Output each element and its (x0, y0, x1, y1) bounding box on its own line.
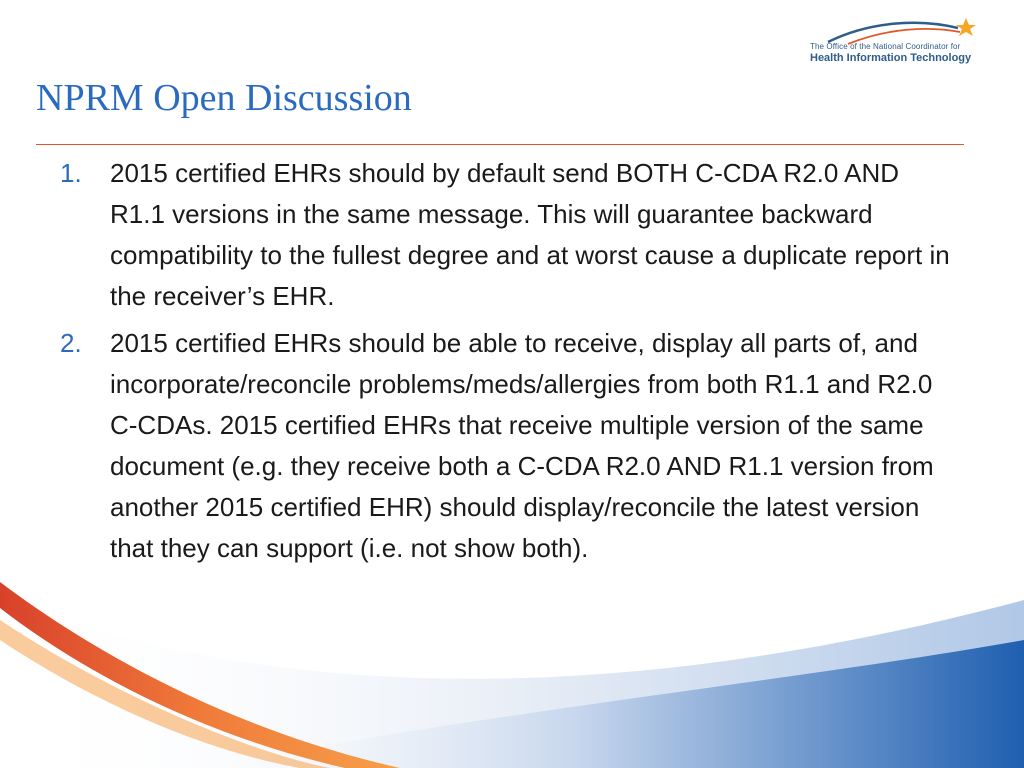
list-item (60, 153, 960, 317)
logo-org-name: Health Information Technology (810, 52, 972, 64)
list-item-number: 2. (60, 328, 82, 358)
list-item (60, 323, 960, 569)
discussion-list (60, 153, 960, 575)
list-item-text: 2015 certified EHRs should by default send BOTH C-CDA R2.0 AND R1.1 versions in the same message. This will guarantee backward compatibility to the fullest degree and at worst cause a duplicate report in the receiver’s EHR. (110, 158, 950, 311)
logo-org-line: The Office of the National Coordinator for (810, 42, 961, 51)
list-item-text: 2015 certified EHRs should be able to receive, display all parts of, and incorporate/reconcile problems/meds/allergies from both R1.1 and R2.0 C-CDAs. 2015 certified EHRs that receive multiple version of the same document (e.g. they receive both a C-CDA R2.0 AND R1.1 version from another 2015 certified EHR) should display/reconcile the latest version that they can support (i.e. not show both). (110, 328, 934, 563)
title-divider (36, 144, 964, 145)
onc-logo (808, 16, 998, 68)
list-item-number: 1. (60, 158, 82, 188)
decorative-swoosh (0, 560, 1024, 768)
slide-title: NPRM Open Discussion (36, 77, 412, 119)
